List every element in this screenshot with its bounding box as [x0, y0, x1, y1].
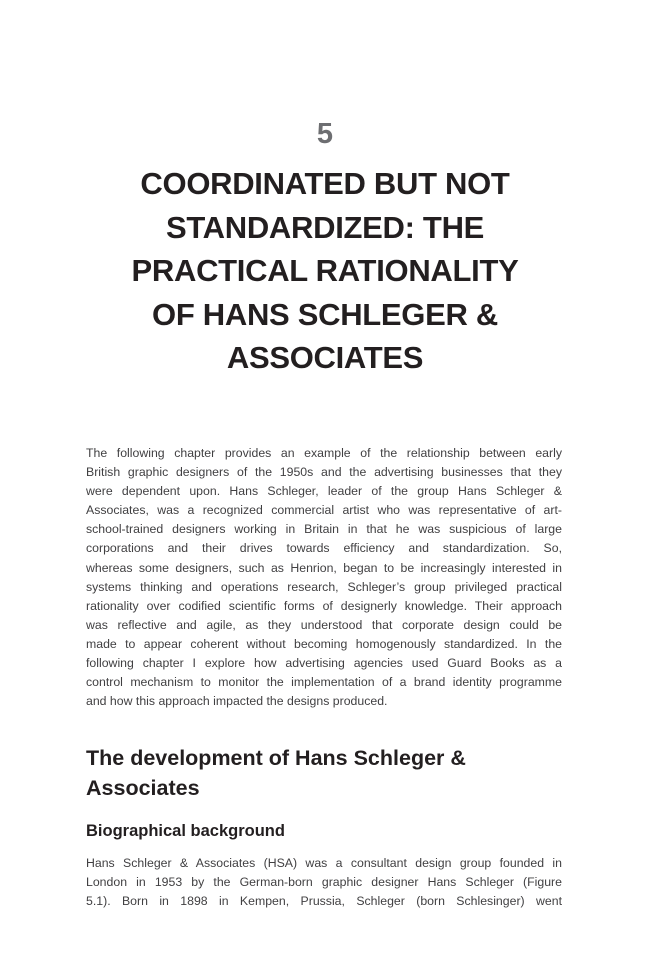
text-line: rationality over codified scientific forms of designerly knowledge. Their approach: [86, 598, 562, 613]
chapter-number: 5: [316, 118, 334, 150]
subsection-heading: Biographical background: [86, 822, 285, 840]
text-line: systems thinking and operations research, Schleger’s group privileged practical: [86, 579, 562, 594]
text-line: London in 1953 by the German-born graphic designer Hans Schleger (Figure: [86, 875, 562, 890]
text-line: made to appear coherent without becoming homogenously standardized. In the: [86, 636, 562, 651]
intro-paragraph: [86, 444, 562, 711]
section-heading: [86, 743, 566, 803]
chapter-title-line: PRACTICAL RATIONALITY: [131, 253, 519, 288]
text-line: corporations and their drives towards efficiency and standardization. So,: [86, 541, 562, 556]
text-line: following chapter I explore how advertising agencies used Guard Books as a: [86, 656, 562, 671]
chapter-title-line: STANDARDIZED: THE: [165, 209, 485, 245]
text-line: and how this approach impacted the designs produced.: [86, 694, 388, 709]
text-line: school-trained designers working in Britain in that he was suspicious of large: [86, 522, 562, 537]
chapter-title: [75, 162, 575, 380]
text-line: Associates, was a recognized commercial artist who was representative of art-: [86, 503, 562, 518]
body-paragraph: [86, 854, 562, 911]
text-line: were dependent upon. Hans Schleger, leader of the group Hans Schleger &: [86, 484, 562, 499]
text-line: 5.1). Born in 1898 in Kempen, Prussia, Schleger (born Schlesinger) went: [86, 894, 562, 909]
text-line: control mechanism to monitor the implementation of a brand identity programme: [86, 675, 562, 690]
chapter-title-line: ASSOCIATES: [226, 340, 424, 375]
text-line: whereas some designers, such as Henrion, began to be increasingly interested in: [86, 560, 562, 575]
chapter-title-line: COORDINATED BUT NOT: [140, 166, 510, 201]
chapter-title-line: OF HANS SCHLEGER &: [152, 296, 498, 332]
text-line: Hans Schleger & Associates (HSA) was a consultant design group founded in: [86, 856, 562, 870]
section-heading-line: The development of Hans Schleger &: [86, 746, 466, 770]
text-line: The following chapter provides an example of the relationship between early: [86, 446, 562, 460]
text-line: was reflective and agile, as they understood that corporate design could be: [86, 617, 562, 632]
text-line: British graphic designers of the 1950s and the advertising businesses that they: [86, 465, 562, 480]
section-heading-line: Associates: [86, 776, 200, 800]
